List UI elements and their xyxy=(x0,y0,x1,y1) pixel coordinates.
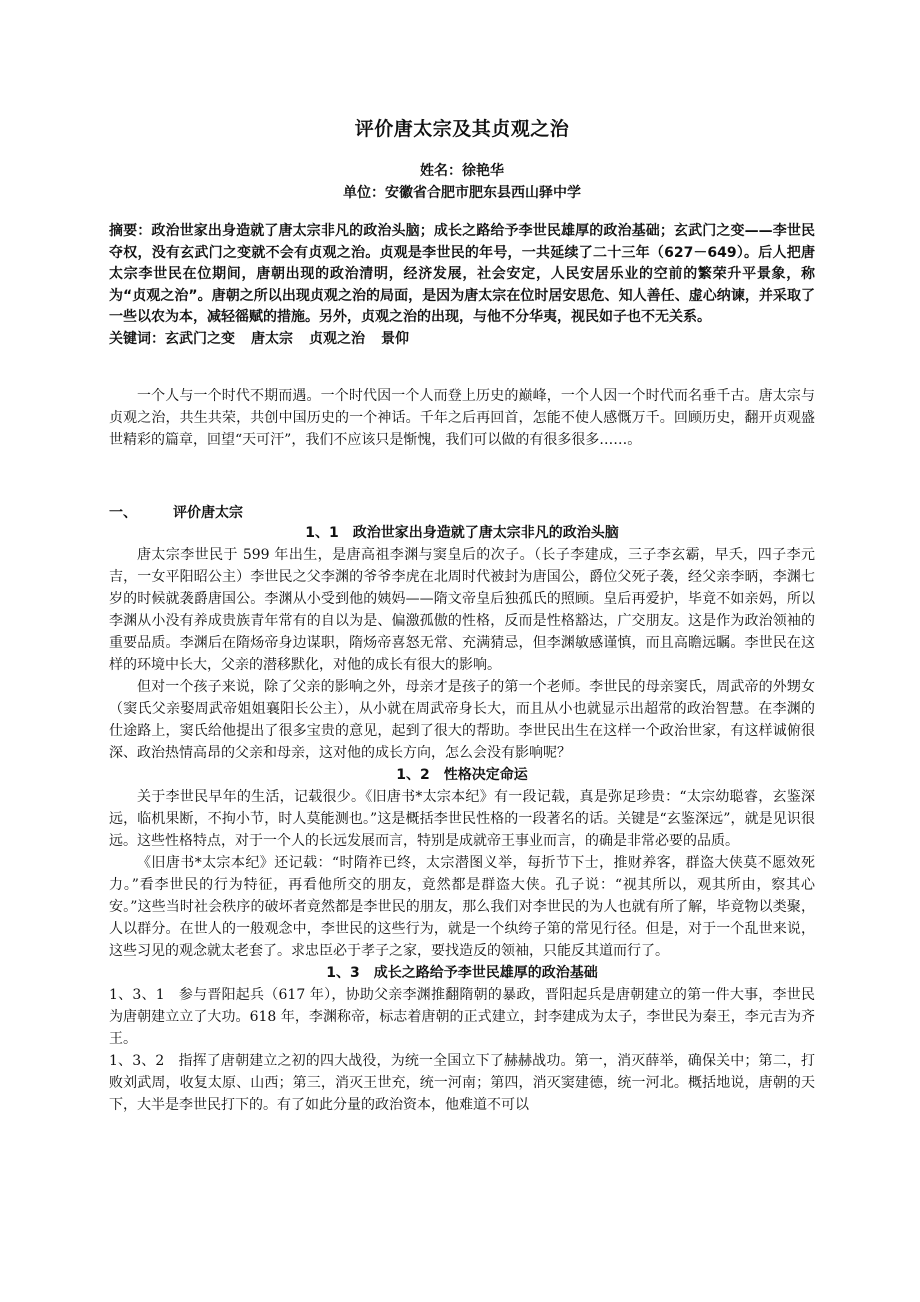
subsection-number: 1、3 xyxy=(326,965,360,981)
abstract-block xyxy=(109,221,815,350)
subsection-title: 政治世家出身造就了唐太宗非凡的政治头脑 xyxy=(352,525,619,541)
paragraph: 唐太宗李世民于 599 年出生，是唐高祖李渊与窦皇后的次子。（长子李建成，三子李玄霸，早夭，四子李元吉，一女平阳昭公主）李世民之父李渊的爷爷李虎在北周时代被封为唐国公，爵位父死子袭，经父亲李昞，李渊七岁的时候就袭爵唐国公。李渊从小受到他的姨妈——隋文帝皇后独孤氏的照顾。皇后再爱护，毕竟不如亲妈，所以李渊从小没有养成贵族青年常有的自以为是、偏激孤傲的性格，反而是性格豁达，广交朋友。这是作为政治领袖的重要品质。李渊后在隋炀帝身边谋职，隋炀帝喜怒无常、充满猜忌，但李渊敏感谨慎，而且高瞻远瞩。李世民在这样的环境中长大，父亲的潜移默化，对他的成长有很大的影响。 xyxy=(109,547,815,673)
subsection-title: 性格决定命运 xyxy=(443,767,528,783)
subsection-number: 1、2 xyxy=(396,767,430,783)
item-number: 1、3、2 xyxy=(109,1053,165,1069)
paragraph: 《旧唐书*太宗本纪》还记载：“时隋祚已终，太宗潜图义举，每折节下士，推财养客，群盗大侠莫不愿效死力。”看李世民的行为特征，再看他所交的朋友，竟然都是群盗大侠。孔子说：“视其所以，观其所由，察其心安。”这些当时社会秩序的破坏者竟然都是李世民的朋友，那么我们对李世民的为人也就有所了解，毕竟物以类聚，人以群分。在世人的一般观念中，李世民的这些行为，就是一个纨绔子第的常见行径。但是，对于一个乱世来说，这些习见的观念就太老套了。求忠臣必于孝子之家，要找造反的领袖，只能反其道而行了。 xyxy=(109,855,815,959)
paragraph: 但对一个孩子来说，除了父亲的影响之外，母亲才是孩子的第一个老师。李世民的母亲窦氏，周武帝的外甥女（窦氏父亲娶周武帝姐姐襄阳长公主），从小就在周武帝身长大，而且从小也就显示出超常的政治智慧。在李渊的仕途路上，窦氏给他提出了很多宝贵的意见，起到了很大的帮助。李世民出生在这样一个政治世家，有这样诚俯很深、政治热情高昂的父亲和母亲，这对他的成长方向，怎么会没有影响呢？ xyxy=(109,679,815,761)
subsection-heading xyxy=(109,522,815,544)
section-title: 评价唐太宗 xyxy=(173,505,243,521)
paragraph: 关于李世民早年的生活，记载很少。《旧唐书*太宗本纪》有一段记载，真是弥足珍贵：“太宗幼聪睿，玄鉴深远，临机果断，不拘小节，时人莫能测也。”这是概括李世民性格的一段著名的话。关键是“玄鉴深远”，就是见识很远。这些性格特点，对于一个人的长远发展而言，特别是成就帝王事业而言，的确是非常必要的品质。 xyxy=(109,789,815,849)
section-number: 一、 xyxy=(109,505,137,521)
abstract-text: 摘要：政治世家出身造就了唐太宗非凡的政治头脑；成长之路给予李世民雄厚的政治基础；玄武门之变——李世民夺权，没有玄武门之变就不会有贞观之治。贞观是李世民的年号，一共延续了二十三年（627－649）。后人把唐太宗李世民在位期间，唐朝出现的政治清明，经济发展，社会安定，人民安居乐业的空前的繁荣升平景象，称为“贞观之治”。唐朝之所以出现贞观之治的局面，是因为唐太宗在位时居安思危、知人善任、虚心纳谏，并采取了一些以农为本，减轻徭赋的措施。另外，贞观之治的出现，与他不分华夷，视民如子也不无关系。 xyxy=(109,223,815,325)
section-content xyxy=(109,522,815,1116)
section-heading xyxy=(109,502,243,522)
numbered-item xyxy=(109,984,815,1050)
item-text: 参与晋阳起兵（617 年），协助父亲李渊推翻隋朝的暴政，晋阳起兵是唐朝建立的第一件大事，李世民为唐朝建立立了大功。618 年，李渊称帝，标志着唐朝的正式建立，封李建成为太子，李世民为秦王，李元吉为齐王。 xyxy=(109,987,815,1047)
subsection-heading xyxy=(109,764,815,786)
subsection-heading xyxy=(109,962,815,984)
subsection-number: 1、1 xyxy=(305,525,339,541)
keywords-label: 关键词： xyxy=(109,330,165,347)
keyword: 贞观之治 xyxy=(309,330,365,347)
keyword: 景仰 xyxy=(381,330,409,347)
intro-paragraph: 一个人与一个时代不期而遇。一个时代因一个人而登上历史的巅峰，一个人因一个时代而名垂千古。唐太宗与贞观之治，共生共荣，共创中国历史的一个神话。千年之后再回首，怎能不使人感慨万千。回顾历史，翻开贞观盛世精彩的篇章，回望“天可汗”，我们不应该只是惭愧，我们可以做的有很多很多……。 xyxy=(109,388,815,448)
keyword: 玄武门之变 xyxy=(165,330,235,347)
keywords-line xyxy=(109,329,815,351)
subsection-title: 成长之路给予李世民雄厚的政治基础 xyxy=(373,965,598,981)
intro-section xyxy=(109,385,815,451)
document-title: 评价唐太宗及其贞观之治 xyxy=(354,118,570,140)
numbered-item xyxy=(109,1050,815,1116)
author-line: 姓名：徐艳华 xyxy=(420,163,504,179)
item-number: 1、3、1 xyxy=(109,987,165,1003)
item-text: 指挥了唐朝建立之初的四大战役，为统一全国立下了赫赫战功。第一，消灭薛举，确保关中；第二，打败刘武周，收复太原、山西；第三，消灭王世充，统一河南；第四，消灭窦建德，统一河北。概括地说，唐朝的天下，大半是李世民打下的。有了如此分量的政治资本，他难道不可以 xyxy=(109,1053,815,1113)
unit-line: 单位：安徽省合肥市肥东县西山驿中学 xyxy=(343,185,581,201)
keyword: 唐太宗 xyxy=(251,330,293,347)
